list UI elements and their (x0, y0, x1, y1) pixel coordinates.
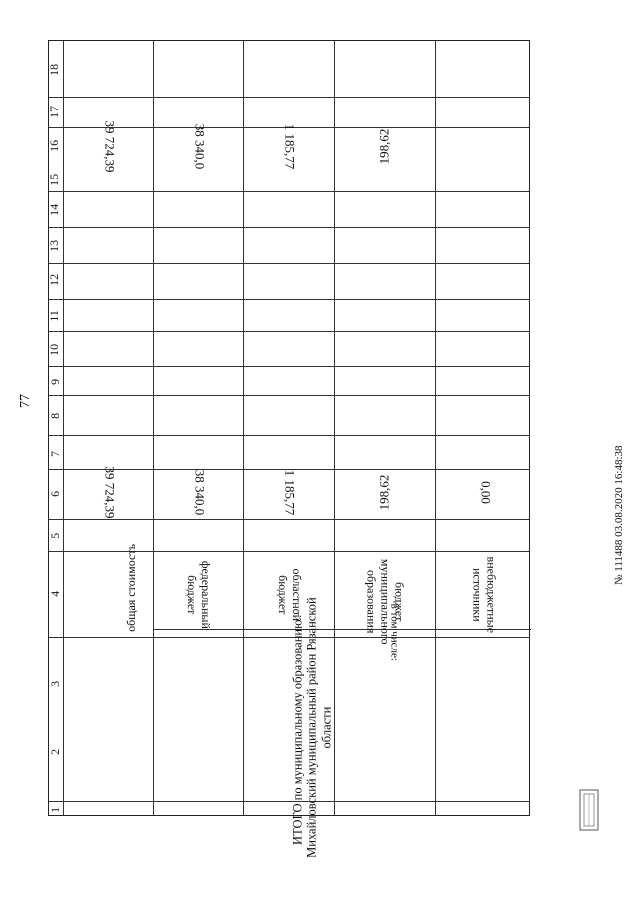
cell-total-col6: 39 724,39 (102, 466, 118, 519)
column-number: 15 (47, 173, 62, 186)
column-number: 13 (47, 239, 62, 252)
grid-line (243, 41, 244, 815)
grid-line (49, 299, 529, 300)
grid-line (63, 41, 64, 815)
column-number: 9 (48, 378, 63, 385)
column-number: 3 (48, 680, 63, 687)
column-number: 12 (47, 273, 62, 286)
column-number: 8 (48, 412, 63, 419)
row-label-federal: федеральный бюджет (185, 560, 213, 629)
column-number: 5 (48, 532, 63, 539)
grid-line (49, 263, 529, 264)
column-number: 16 (47, 139, 62, 152)
cell-extrabudget-col6: 0,00 (478, 481, 494, 504)
cell-federal-col6: 38 340,0 (192, 469, 208, 516)
grid-line (49, 366, 529, 367)
document-footer: № 111488 03.08.2020 16:48:38 (613, 445, 625, 585)
column-number: 17 (47, 105, 62, 118)
grid-line (334, 41, 335, 815)
in-that-number-label: в том числе: (388, 603, 401, 661)
grid-line (153, 41, 154, 815)
cell-municipal-col6: 198,62 (376, 474, 392, 511)
page-number: 77 (18, 394, 33, 408)
grid-line (49, 191, 529, 192)
row-label-total: общая стоимость (124, 543, 139, 632)
cell-federal-col16: 38 340,0 (192, 123, 208, 170)
grid-line (49, 395, 529, 396)
cell-regional-col16: 1 185,77 (282, 123, 298, 170)
grid-line (49, 801, 529, 802)
column-number: 10 (47, 343, 62, 356)
total-label: ИТОГО по муниципальному образованию – Михайловский муниципальный район Рязанской области (290, 597, 334, 858)
grid-line (49, 97, 529, 98)
document-table (47, 40, 530, 858)
grid-line (49, 435, 529, 436)
column-number: 11 (47, 310, 62, 322)
cell-municipal-col16: 198,62 (376, 128, 392, 165)
column-number: 7 (48, 450, 63, 457)
column-number: 2 (48, 748, 63, 755)
grid-line (49, 227, 529, 228)
cell-regional-col6: 1 185,77 (282, 469, 298, 516)
column-number: 1 (48, 806, 63, 813)
column-number: 4 (48, 590, 63, 597)
grid-line (435, 41, 436, 815)
row-label-regional: областной бюджет (276, 568, 304, 622)
grid-line (49, 331, 529, 332)
cell-total-col16: 39 724,39 (102, 120, 118, 173)
row-label-municipal: бюджет муниципального образования (365, 558, 407, 645)
column-number: 18 (47, 63, 62, 76)
stamp-icon (576, 788, 602, 832)
column-number: 6 (48, 490, 63, 497)
row-label-extrabudget: внебюджетные источники (470, 556, 499, 634)
column-number: 14 (47, 203, 62, 216)
